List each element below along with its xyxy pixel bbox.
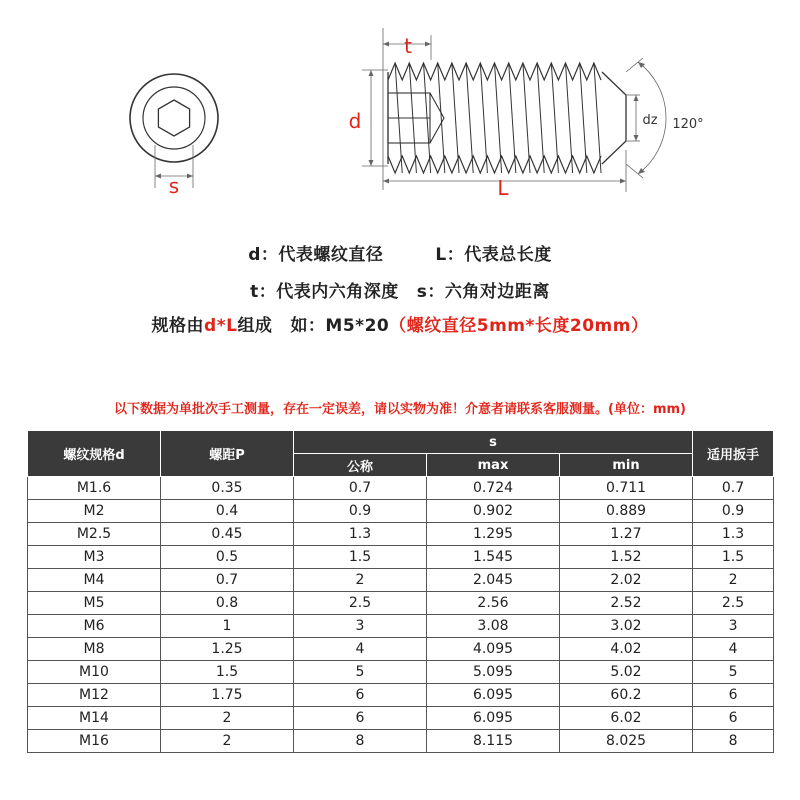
cell-max: 3.08 bbox=[427, 615, 560, 638]
set-screw-diagram bbox=[0, 0, 800, 215]
cell-min: 1.27 bbox=[560, 523, 693, 546]
cell-pitch: 2 bbox=[161, 730, 294, 753]
cell-pitch: 1.5 bbox=[161, 661, 294, 684]
cell-spec: M10 bbox=[28, 661, 161, 684]
cell-pitch: 0.45 bbox=[161, 523, 294, 546]
cell-wrench: 0.9 bbox=[693, 500, 774, 523]
table-row bbox=[28, 546, 774, 569]
cell-pitch: 2 bbox=[161, 707, 294, 730]
header-spec: 螺纹规格d bbox=[28, 431, 161, 477]
cell-wrench: 2 bbox=[693, 569, 774, 592]
cell-min: 4.02 bbox=[560, 638, 693, 661]
cell-max: 2.045 bbox=[427, 569, 560, 592]
spec-mid: 组成 bbox=[237, 316, 273, 336]
cell-min: 60.2 bbox=[560, 684, 693, 707]
cell-max: 0.724 bbox=[427, 477, 560, 500]
table-row bbox=[28, 569, 774, 592]
cell-max: 4.095 bbox=[427, 638, 560, 661]
cell-max: 8.115 bbox=[427, 730, 560, 753]
table-body bbox=[28, 477, 774, 753]
cell-wrench: 3 bbox=[693, 615, 774, 638]
cell-wrench: 1.5 bbox=[693, 546, 774, 569]
measurement-notice: 以下数据为单批次手工测量，存在一定误差，请以实物为准！介意者请联系客服测量。(单位：mm) bbox=[114, 402, 686, 417]
table-row bbox=[28, 638, 774, 661]
cell-max: 1.545 bbox=[427, 546, 560, 569]
cell-max: 1.295 bbox=[427, 523, 560, 546]
cell-spec: M14 bbox=[28, 707, 161, 730]
table-row bbox=[28, 615, 774, 638]
cell-pitch: 0.8 bbox=[161, 592, 294, 615]
cell-min: 2.52 bbox=[560, 592, 693, 615]
cell-spec: M2.5 bbox=[28, 523, 161, 546]
table-row bbox=[28, 500, 774, 523]
header-pitch: 螺距P bbox=[161, 431, 294, 477]
cell-min: 6.02 bbox=[560, 707, 693, 730]
cell-pitch: 1 bbox=[161, 615, 294, 638]
cell-wrench: 6 bbox=[693, 684, 774, 707]
header-wrench: 适用扳手 bbox=[693, 431, 774, 477]
cell-pitch: 0.4 bbox=[161, 500, 294, 523]
cell-max: 6.095 bbox=[427, 684, 560, 707]
cell-pitch: 0.35 bbox=[161, 477, 294, 500]
cell-nominal: 8 bbox=[294, 730, 427, 753]
cell-nominal: 1.5 bbox=[294, 546, 427, 569]
cell-nominal: 4 bbox=[294, 638, 427, 661]
cell-spec: M12 bbox=[28, 684, 161, 707]
header-s: s bbox=[294, 431, 693, 454]
cell-spec: M16 bbox=[28, 730, 161, 753]
label-s: s bbox=[168, 174, 180, 198]
label-dz: dz bbox=[642, 113, 658, 128]
header-nominal: 公称 bbox=[294, 454, 427, 477]
table-row bbox=[28, 730, 774, 753]
cell-spec: M6 bbox=[28, 615, 161, 638]
table-row bbox=[28, 477, 774, 500]
cell-min: 5.02 bbox=[560, 661, 693, 684]
legend-line-2 bbox=[0, 277, 800, 302]
legend-line-1 bbox=[0, 240, 800, 265]
cell-min: 0.711 bbox=[560, 477, 693, 500]
cell-spec: M1.6 bbox=[28, 477, 161, 500]
cell-pitch: 0.7 bbox=[161, 569, 294, 592]
cell-spec: M2 bbox=[28, 500, 161, 523]
label-angle: 120° bbox=[672, 117, 704, 132]
label-d: d bbox=[348, 109, 362, 133]
table-row bbox=[28, 707, 774, 730]
cell-min: 2.02 bbox=[560, 569, 693, 592]
cell-nominal: 1.3 bbox=[294, 523, 427, 546]
cell-nominal: 3 bbox=[294, 615, 427, 638]
cell-wrench: 8 bbox=[693, 730, 774, 753]
cell-wrench: 0.7 bbox=[693, 477, 774, 500]
header-min: min bbox=[560, 454, 693, 477]
cell-pitch: 0.5 bbox=[161, 546, 294, 569]
cell-min: 1.52 bbox=[560, 546, 693, 569]
cell-nominal: 0.7 bbox=[294, 477, 427, 500]
spec-example: 如：M5*20 bbox=[290, 316, 390, 336]
spec-example-note: （螺纹直径5mm*长度20mm） bbox=[389, 316, 649, 336]
cell-nominal: 6 bbox=[294, 707, 427, 730]
table-row bbox=[28, 592, 774, 615]
legend-t: t：代表内六角深度 bbox=[250, 282, 399, 302]
cell-nominal: 6 bbox=[294, 684, 427, 707]
cell-spec: M3 bbox=[28, 546, 161, 569]
cell-spec: M8 bbox=[28, 638, 161, 661]
cell-wrench: 1.3 bbox=[693, 523, 774, 546]
legend-L: L：代表总长度 bbox=[435, 245, 552, 265]
cell-max: 5.095 bbox=[427, 661, 560, 684]
cell-max: 2.56 bbox=[427, 592, 560, 615]
cell-spec: M4 bbox=[28, 569, 161, 592]
spec-formula: d*L bbox=[204, 316, 238, 336]
spec-prefix: 规格由 bbox=[151, 316, 205, 336]
cell-min: 3.02 bbox=[560, 615, 693, 638]
legend-s: s：六角对边距离 bbox=[416, 282, 550, 302]
cell-min: 0.889 bbox=[560, 500, 693, 523]
cell-nominal: 5 bbox=[294, 661, 427, 684]
cell-nominal: 2.5 bbox=[294, 592, 427, 615]
cell-max: 0.902 bbox=[427, 500, 560, 523]
cell-min: 8.025 bbox=[560, 730, 693, 753]
cell-wrench: 2.5 bbox=[693, 592, 774, 615]
end-view bbox=[130, 74, 218, 188]
cell-nominal: 2 bbox=[294, 569, 427, 592]
spec-table bbox=[27, 430, 774, 753]
header-max: max bbox=[427, 454, 560, 477]
cell-wrench: 4 bbox=[693, 638, 774, 661]
table-row bbox=[28, 523, 774, 546]
cell-wrench: 6 bbox=[693, 707, 774, 730]
legend-d: d：代表螺纹直径 bbox=[248, 245, 384, 265]
cell-pitch: 1.25 bbox=[161, 638, 294, 661]
table-row bbox=[28, 684, 774, 707]
cell-wrench: 5 bbox=[693, 661, 774, 684]
cell-pitch: 1.75 bbox=[161, 684, 294, 707]
table-row bbox=[28, 661, 774, 684]
cell-spec: M5 bbox=[28, 592, 161, 615]
label-t: t bbox=[404, 34, 412, 58]
cell-max: 6.095 bbox=[427, 707, 560, 730]
legend-line-3 bbox=[0, 311, 800, 336]
cell-nominal: 0.9 bbox=[294, 500, 427, 523]
label-L: L bbox=[497, 176, 509, 200]
